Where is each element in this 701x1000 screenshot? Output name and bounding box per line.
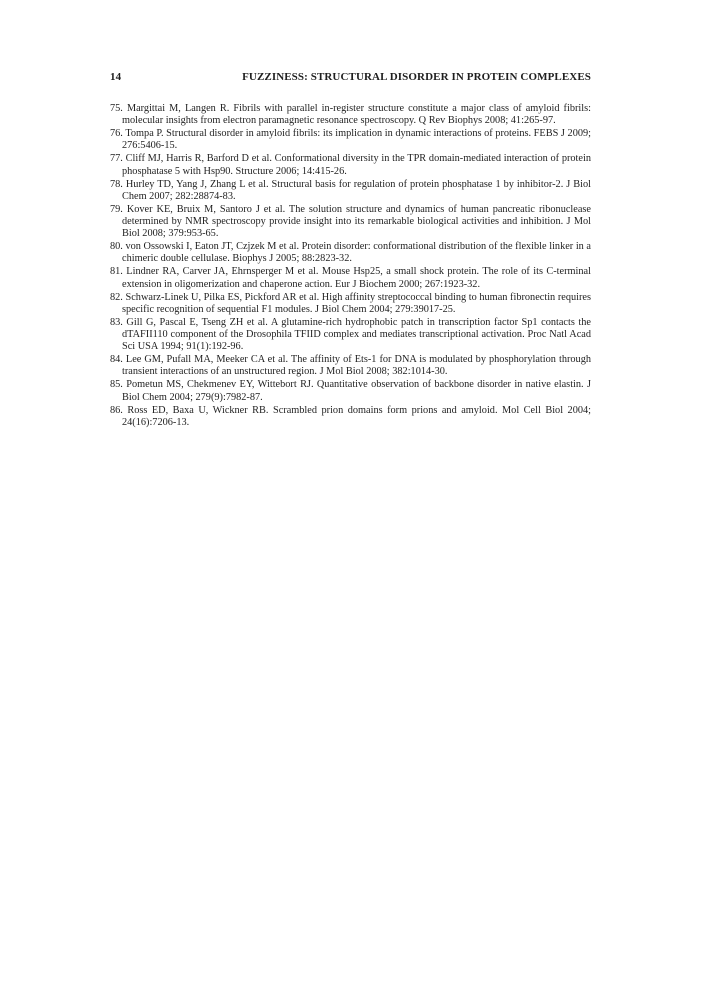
reference-item: [110, 354, 591, 378]
reference-number: 75.: [110, 103, 123, 114]
reference-text: Lindner RA, Carver JA, Ehrnsperger M et al. Mouse Hsp25, a small shock protein. The role of its C-terminal extension in oligomerization and chaperone action. Eur J Biochem 2000; 267:1923-32.: [122, 266, 591, 290]
reference-item: [110, 103, 591, 127]
reference-number: 85.: [110, 379, 123, 391]
reference-item: [110, 128, 591, 152]
running-title: FUZZINESS: STRUCTURAL DISORDER IN PROTEIN COMPLEXES: [242, 71, 591, 83]
reference-item: [110, 204, 591, 241]
reference-text: Margittai M, Langen R. Fibrils with parallel in-register structure constitute a major class of amyloid fibrils: molecular insights from electron paramagnetic resonance spectroscopy. Q Rev Biophys 2008; 41:265-97.: [122, 103, 591, 127]
reference-number: 76.: [110, 128, 123, 140]
reference-number: 83.: [110, 316, 123, 328]
reference-item: [110, 405, 591, 429]
reference-text: Cliff MJ, Harris R, Barford D et al. Conformational diversity in the TPR domain-mediated interaction of protein phosphatase 5 with Hsp90. Structure 2006; 14:415-26.: [122, 153, 591, 177]
reference-text: Ross ED, Baxa U, Wickner RB. Scrambled prion domains form prions and amyloid. Mol Cell Biol 2004; 24(16):7206-13.: [122, 404, 592, 428]
reference-text: Schwarz-Linek U, Pilka ES, Pickford AR et al. High affinity streptococcal binding to human fibronectin requires specific recognition of sequential F1 modules. J Biol Chem 2004; 279:39017-25.: [122, 291, 591, 315]
reference-number: 77.: [110, 153, 123, 165]
reference-number: 82.: [110, 291, 123, 303]
page-number: 14: [110, 71, 122, 83]
reference-text: Gill G, Pascal E, Tseng ZH et al. A glutamine-rich hydrophobic patch in transcription factor Sp1 contacts the dTAFII110 component of the Drosophila TFIID complex and mediates transcriptional activation. Proc Natl Acad Sci USA 1994; 91(1):192-96.: [122, 316, 591, 353]
reference-text: Tompa P. Structural disorder in amyloid fibrils: its implication in dynamic interactions of proteins. FEBS J 2009; 276:5406-15.: [122, 128, 591, 152]
reference-number: 86.: [110, 404, 123, 416]
reference-item: [110, 266, 591, 290]
reference-number: 84.: [110, 354, 123, 366]
reference-number: 78.: [110, 178, 123, 190]
reference-text: Pometun MS, Chekmenev EY, Wittebort RJ. Quantitative observation of backbone disorder in native elastin. J Biol Chem 2004; 279(9):7982-87.: [122, 379, 591, 403]
reference-text: Kover KE, Bruix M, Santoro J et al. The solution structure and dynamics of human pancreatic ribonuclease determined by NMR spectroscopy provide insight into its remarkable biological activities and inhibition. J Mol Biol 2008; 379:953-65.: [122, 203, 591, 240]
running-header: [110, 71, 591, 87]
reference-list: [110, 103, 591, 430]
reference-text: Hurley TD, Yang J, Zhang L et al. Structural basis for regulation of protein phosphatase 1 by inhibitor-2. J Biol Chem 2007; 282:28874-83.: [122, 178, 591, 202]
reference-item: [110, 241, 591, 265]
reference-item: [110, 379, 591, 403]
reference-number: 79.: [110, 203, 123, 215]
reference-item: [110, 179, 591, 203]
reference-item: [110, 153, 591, 177]
reference-text: Lee GM, Pufall MA, Meeker CA et al. The affinity of Ets-1 for DNA is modulated by phosphorylation through transient interactions of an unstructured region. J Mol Biol 2008; 382:1014-30.: [122, 354, 591, 378]
reference-number: 80.: [110, 241, 123, 253]
reference-number: 81.: [110, 266, 123, 278]
reference-item: [110, 292, 591, 316]
reference-text: von Ossowski I, Eaton JT, Czjzek M et al. Protein disorder: conformational distribution of the flexible linker in a chimeric double cellulase. Biophys J 2005; 88:2823-32.: [122, 241, 592, 265]
reference-item: [110, 317, 591, 354]
